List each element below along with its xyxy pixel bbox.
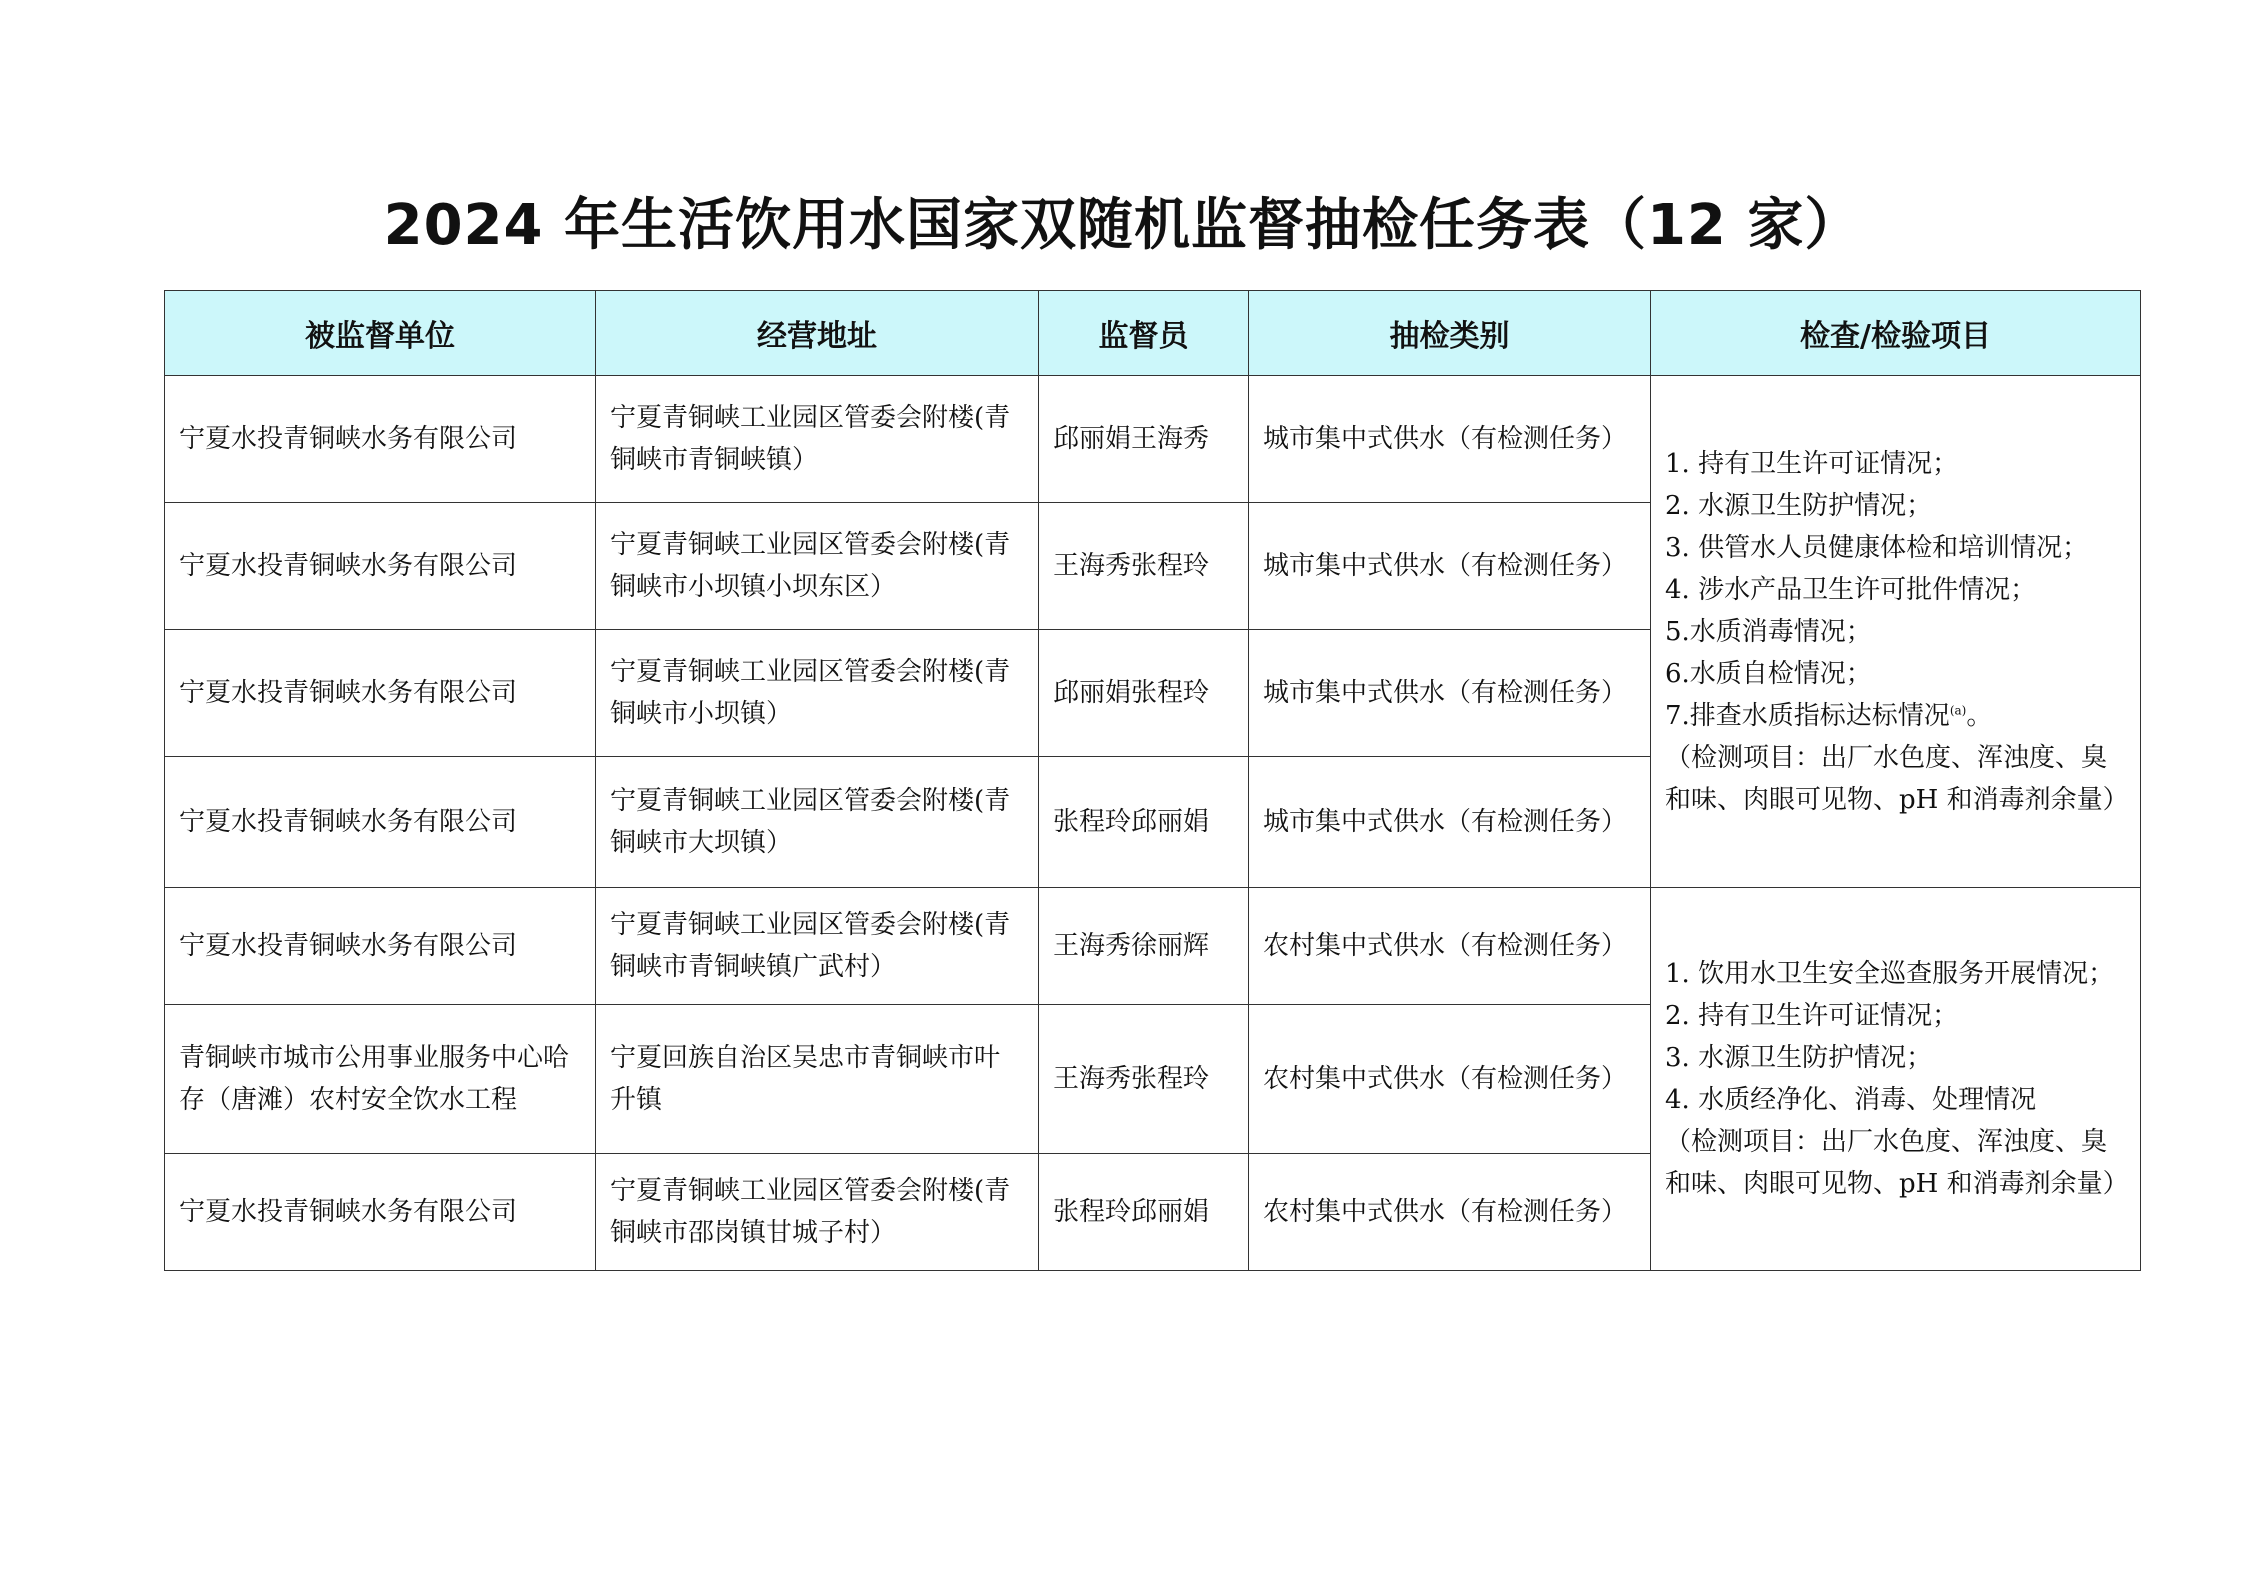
category-cell: 城市集中式供水（有检测任务） <box>1249 376 1651 503</box>
address-cell: 宁夏青铜峡工业园区管委会附楼(青铜峡市青铜峡镇广武村） <box>596 888 1039 1005</box>
unit-cell: 宁夏水投青铜峡水务有限公司 <box>165 1154 596 1271</box>
column-header-category: 抽检类别 <box>1249 291 1651 376</box>
check-item: 3. 供管水人员健康体检和培训情况； <box>1665 532 2089 563</box>
inspector-cell: 王海秀徐丽辉 <box>1039 888 1249 1005</box>
unit-cell: 宁夏水投青铜峡水务有限公司 <box>165 888 596 1005</box>
check-item-end: 。 <box>1966 700 1993 731</box>
check-item: 3. 水源卫生防护情况； <box>1665 1043 1933 1073</box>
inspector-cell: 王海秀张程玲 <box>1039 1005 1249 1154</box>
check-item: 6.水质自检情况； <box>1665 658 1872 689</box>
address-cell: 宁夏青铜峡工业园区管委会附楼(青铜峡市邵岗镇甘城子村） <box>596 1154 1039 1271</box>
check-item <box>1665 695 2126 737</box>
test-items-note: （检测项目：出厂水色度、浑浊度、臭和味、肉眼可见物、pH 和消毒剂余量） <box>1665 1127 2129 1199</box>
check-item: 2. 水源卫生防护情况； <box>1665 490 1933 521</box>
footnote-mark: (a) <box>1949 702 1967 717</box>
column-header-address: 经营地址 <box>596 291 1039 376</box>
inspector-cell: 邱丽娟王海秀 <box>1039 376 1249 503</box>
check-item: 4. 涉水产品卫生许可批件情况； <box>1665 574 2037 605</box>
page-title: 2024 年生活饮用水国家双随机监督抽检任务表（12 家） <box>383 193 1862 258</box>
address-cell: 宁夏青铜峡工业园区管委会附楼(青铜峡市小坝镇小坝东区） <box>596 503 1039 630</box>
table-row <box>165 888 2141 1005</box>
unit-cell: 青铜峡市城市公用事业服务中心哈存（唐滩）农村安全饮水工程 <box>165 1005 596 1154</box>
column-header-items: 检查/检验项目 <box>1651 291 2141 376</box>
category-cell: 城市集中式供水（有检测任务） <box>1249 503 1651 630</box>
header-row <box>165 291 2141 376</box>
check-item: 5.水质消毒情况； <box>1665 616 1872 647</box>
address-cell: 宁夏青铜峡工业园区管委会附楼(青铜峡市大坝镇） <box>596 757 1039 888</box>
address-cell: 宁夏青铜峡工业园区管委会附楼(青铜峡市青铜峡镇） <box>596 376 1039 503</box>
category-cell: 农村集中式供水（有检测任务） <box>1249 1005 1651 1154</box>
address-cell: 宁夏回族自治区吴忠市青铜峡市叶升镇 <box>596 1005 1039 1154</box>
table-row <box>165 376 2141 503</box>
test-items-note: （检测项目：出厂水色度、浑浊度、臭和味、肉眼可见物、pH 和消毒剂余量） <box>1665 742 2129 815</box>
check-item: 1. 持有卫生许可证情况； <box>1665 448 1959 479</box>
unit-cell: 宁夏水投青铜峡水务有限公司 <box>165 503 596 630</box>
check-item: 1. 饮用水卫生安全巡查服务开展情况； <box>1665 959 2115 989</box>
inspector-cell: 王海秀张程玲 <box>1039 503 1249 630</box>
unit-cell: 宁夏水投青铜峡水务有限公司 <box>165 376 596 503</box>
category-cell: 城市集中式供水（有检测任务） <box>1249 757 1651 888</box>
column-header-inspector: 监督员 <box>1039 291 1249 376</box>
check-item: 2. 持有卫生许可证情况； <box>1665 1001 1959 1031</box>
unit-cell: 宁夏水投青铜峡水务有限公司 <box>165 630 596 757</box>
urban-check-items-cell <box>1651 376 2141 888</box>
task-table <box>164 290 2141 1271</box>
category-cell: 农村集中式供水（有检测任务） <box>1249 888 1651 1005</box>
check-item-text: 7.排查水质指标达标情况 <box>1665 700 1950 731</box>
address-cell: 宁夏青铜峡工业园区管委会附楼(青铜峡市小坝镇） <box>596 630 1039 757</box>
rural-check-items-cell <box>1651 888 2141 1271</box>
inspector-cell: 邱丽娟张程玲 <box>1039 630 1249 757</box>
inspector-cell: 张程玲邱丽娟 <box>1039 757 1249 888</box>
inspector-cell: 张程玲邱丽娟 <box>1039 1154 1249 1271</box>
unit-cell: 宁夏水投青铜峡水务有限公司 <box>165 757 596 888</box>
check-item: 4. 水质经净化、消毒、处理情况 <box>1665 1085 2037 1115</box>
category-cell: 城市集中式供水（有检测任务） <box>1249 630 1651 757</box>
column-header-unit: 被监督单位 <box>165 291 596 376</box>
category-cell: 农村集中式供水（有检测任务） <box>1249 1154 1651 1271</box>
